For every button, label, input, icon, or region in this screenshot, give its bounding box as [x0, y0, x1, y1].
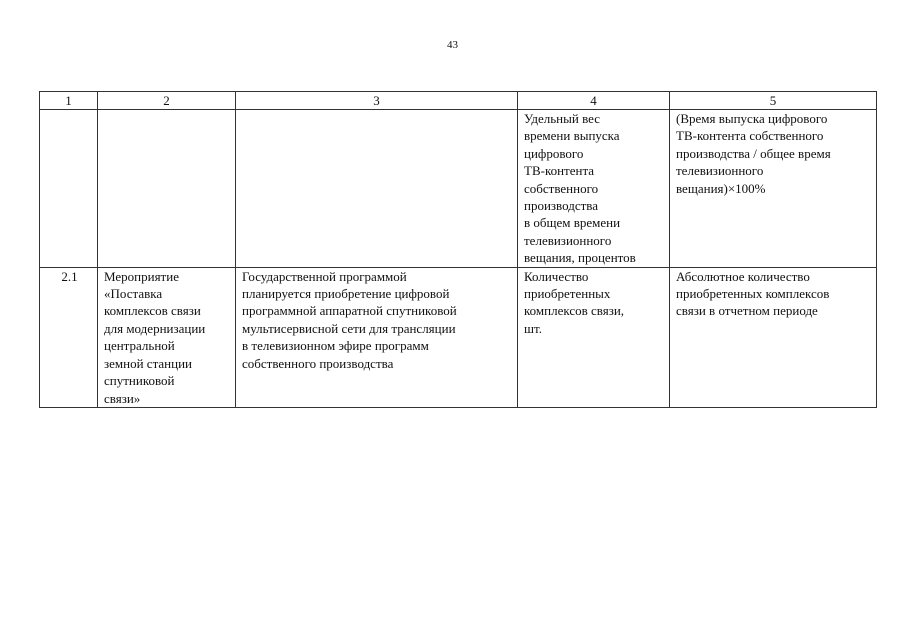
column-header-4: 4: [518, 92, 670, 110]
column-header-1: 1: [40, 92, 98, 110]
indicator-name-cell: Удельный вес времени выпуска цифрового ТВ-контента собственного производства в общем времени телевизионного вещания, процентов: [518, 110, 670, 268]
table-row: [40, 110, 877, 268]
activity-name-cell: Мероприятие «Поставка комплексов связи для модернизации центральной земной станции спутниковой связи»: [98, 267, 236, 407]
description-cell: [236, 110, 518, 268]
column-header-3: 3: [236, 92, 518, 110]
table-row: [40, 267, 877, 407]
row-number-cell: [40, 110, 98, 268]
indicator-table: [39, 91, 877, 408]
column-header-5: 5: [670, 92, 877, 110]
column-header-2: 2: [98, 92, 236, 110]
calculation-method-cell: (Время выпуска цифрового ТВ-контента собственного производства / общее время телевизионного вещания)×100%: [670, 110, 877, 268]
description-cell: Государственной программой планируется приобретение цифровой программной аппаратной спутниковой мультисервисной сети для трансляции в телевизионном эфире программ собственного производства: [236, 267, 518, 407]
page-number: 43: [447, 39, 458, 51]
table-header-row: [40, 92, 877, 110]
calculation-method-cell: Абсолютное количество приобретенных комплексов связи в отчетном периоде: [670, 267, 877, 407]
activity-name-cell: [98, 110, 236, 268]
indicator-name-cell: Количество приобретенных комплексов связи, шт.: [518, 267, 670, 407]
row-number-cell: 2.1: [40, 267, 98, 407]
